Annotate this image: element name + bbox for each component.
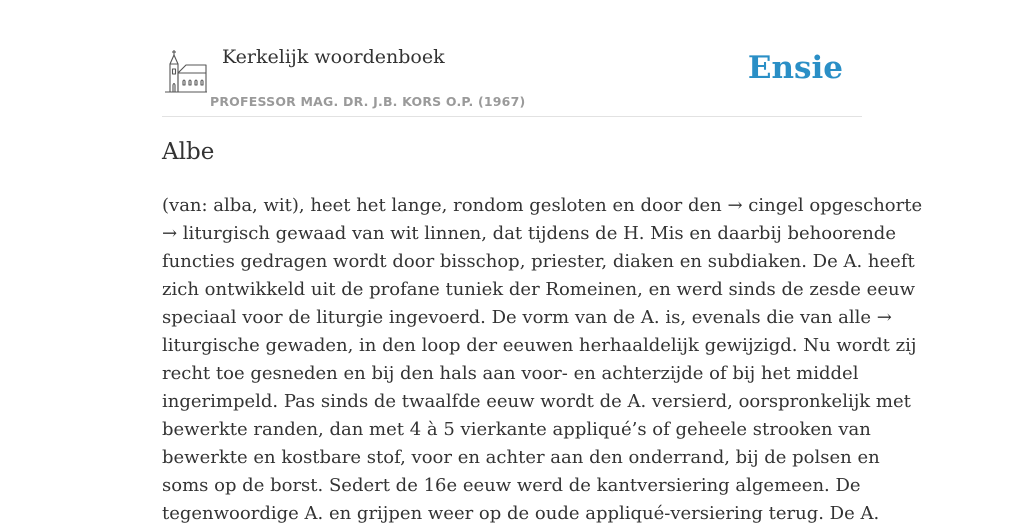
entry-title: Albe [162,139,215,165]
entry-text-line: bewerkte randen, dan met 4 à 5 vierkante appliqué’s of geheele strooken van [162,419,871,440]
book-title[interactable]: Kerkelijk woordenboek [222,46,445,68]
entry-text-line: liturgische gewaden, in den loop der eeuwen herhaaldelijk gewijzigd. Nu wordt zij [162,335,917,356]
entry-text-line: bewerkte en kostbare stof, voor en achter aan den onderrand, bij de polsen en [162,447,880,468]
entry-text-line: → liturgisch gewaad van wit linnen, dat tijdens de H. Mis en daarbij behoorende [162,223,896,244]
ensie-logo[interactable]: Ensie [747,50,843,86]
entry-text-line: (van: alba, wit), heet het lange, rondom gesloten en door den → cingel opgeschorte [162,195,923,216]
entry-text-line: recht toe gesneden en bij den hals aan voor- en achterzijde of bij het middel [162,363,859,384]
entry-body [162,192,923,528]
book-author: PROFESSOR MAG. DR. J.B. KORS O.P. (1967) [210,94,526,109]
entry-text-line: zich ontwikkeld uit de profane tuniek der Romeinen, en werd sinds de zesde eeuw [162,279,915,300]
entry-text-line: tegenwoordige A. en grijpen weer op de oude appliqué-versiering terug. De A. [162,503,880,524]
book-header [162,40,862,117]
entry-text-line: soms op de borst. Sedert de 16e eeuw werd de kantversiering algemeen. De [162,475,861,496]
entry-text-line: functies gedragen wordt door bisschop, priester, diaken en subdiaken. De A. heeft [162,251,915,272]
entry-text-line: speciaal voor de liturgie ingevoerd. De vorm van de A. is, evenals die van alle → [162,307,892,328]
entry-text-line: ingerimpeld. Pas sinds de twaalfde eeuw wordt de A. versierd, oorspronkelijk met [162,391,911,412]
church-icon [165,49,207,95]
